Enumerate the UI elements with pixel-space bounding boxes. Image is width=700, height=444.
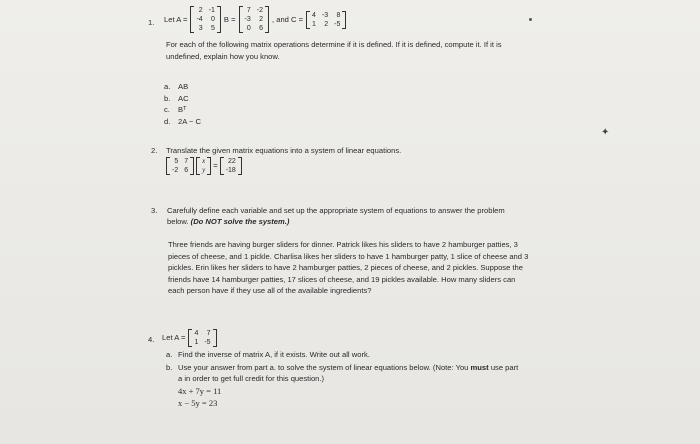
- q1-let-label: Let A =: [164, 14, 188, 24]
- matrix-entry: -5: [204, 339, 211, 346]
- q2-matrix-equation: [166, 157, 242, 175]
- q1-part-letter: b.: [164, 93, 171, 103]
- q4-part-b-letter: b.: [166, 363, 173, 372]
- q3-line2: [167, 217, 289, 227]
- q1-instruction-line1: For each of the following matrix operations determine if it is defined. If it is defined, compute it. If it is: [166, 40, 502, 49]
- q4-equation-2: x − 5y = 23: [178, 398, 218, 408]
- matrix-entry: -4: [196, 16, 203, 23]
- matrix-entry: -3: [244, 16, 251, 23]
- q1-part-item: [164, 117, 201, 129]
- matrix-b: [239, 6, 269, 33]
- q4-let-label: Let A =: [162, 333, 186, 342]
- q4-part-b-line1: [178, 363, 518, 373]
- matrix-entry: 1: [194, 339, 199, 346]
- matrix-entry: x: [202, 157, 206, 165]
- matrix-entry: 5: [174, 158, 179, 165]
- matrix-entry: 2: [198, 7, 203, 14]
- q3-line2-emphasis: (Do NOT solve the system.): [190, 217, 290, 226]
- q1-part-item: [164, 94, 201, 106]
- star-mark: ✦: [601, 127, 610, 138]
- matrix-entry: 6: [184, 167, 189, 174]
- q4-matrix-a: [188, 329, 216, 347]
- q4-matrix-definition: [162, 329, 217, 347]
- matrix-entry: -2: [256, 7, 263, 14]
- q1-part-letter: a.: [164, 82, 171, 91]
- q3-number: 3.: [151, 206, 158, 215]
- variable-vector: [196, 157, 211, 175]
- q1-c-label: , and C =: [272, 14, 304, 24]
- matrix-entry: 2: [324, 20, 329, 28]
- matrix-entry: 22: [228, 158, 236, 165]
- q1-number: 1.: [148, 18, 155, 27]
- q1-part-item: [164, 82, 201, 94]
- q4-part-a-text: Find the inverse of matrix A, if it exists. Write out all work.: [178, 350, 370, 359]
- q3-paragraph-line: friends have 14 hamburger patties, 17 slices of cheese, and 19 pickles available. How many sliders can: [168, 274, 516, 284]
- q1-part-letter: c.: [164, 105, 170, 114]
- q3-paragraph-line: pieces of cheese, and 1 pickle. Charlisa likes her sliders to have 1 hamburger patty, 1 slice of cheese and 3: [168, 251, 529, 261]
- matrix-entry: -2: [172, 167, 179, 174]
- matrix-c: [306, 11, 346, 29]
- q1-instruction-line2: undefined, explain how you know.: [166, 52, 280, 61]
- constant-vector: [220, 157, 242, 175]
- matrix-entry: -3: [321, 11, 329, 19]
- equals-sign: =: [213, 161, 218, 170]
- q4-part-b-line1-pre: Use your answer from part a. to solve the system of linear equations below. (Note: You: [178, 363, 469, 372]
- coefficient-matrix: [166, 157, 194, 175]
- matrix-entry: y: [202, 166, 206, 174]
- q1-part-text: Bᵀ: [178, 105, 187, 114]
- matrix-entry: 4: [312, 11, 316, 19]
- q3-paragraph: [168, 240, 528, 298]
- matrix-entry: -5: [334, 20, 341, 28]
- matrix-entry: 0: [246, 25, 251, 32]
- matrix-entry: 7: [246, 7, 251, 14]
- q2-text: Translate the given matrix equations into a system of linear equations.: [166, 146, 402, 155]
- q4-part-b-line2: a in order to get full credit for this question.): [178, 374, 325, 383]
- q3-paragraph-line: Three friends are having burger sliders for dinner. Patrick likes his sliders to have 2 hamburger patties, 3: [168, 240, 518, 249]
- matrix-entry: -1: [208, 7, 215, 14]
- q1-part-item: [164, 105, 201, 117]
- q4-number: 4.: [148, 335, 155, 344]
- q1-part-text: 2A − C: [178, 116, 202, 126]
- matrix-entry: -18: [225, 167, 236, 174]
- q1-parts-list: [164, 82, 201, 128]
- q4-part-a-letter: a.: [166, 350, 173, 359]
- q4-equation-1: 4x + 7y = 11: [178, 386, 222, 396]
- q1-matrix-definitions: [164, 6, 346, 33]
- matrix-entry: 3: [198, 25, 203, 32]
- q3-line2-prefix: below.: [167, 217, 189, 226]
- matrix-entry: 8: [336, 11, 341, 19]
- q1-part-text: AB: [178, 82, 189, 91]
- q3-paragraph-line: each person have if they use all of the available ingredients?: [168, 286, 372, 295]
- matrix-entry: 1: [312, 20, 316, 28]
- q2-number: 2.: [151, 146, 158, 155]
- matrix-entry: 7: [206, 330, 211, 337]
- q1-part-text: AC: [178, 93, 189, 103]
- matrix-a: [190, 6, 220, 33]
- matrix-entry: 4: [194, 330, 199, 337]
- q4-part-b-line1-post: use part: [490, 363, 519, 372]
- matrix-entry: 6: [259, 25, 263, 32]
- matrix-entry: 7: [184, 158, 189, 165]
- q1-part-letter: d.: [164, 116, 171, 126]
- stray-mark: [529, 18, 532, 21]
- q4-part-b-must: must: [470, 363, 489, 372]
- matrix-entry: 5: [211, 25, 215, 32]
- matrix-entry: 2: [259, 16, 263, 23]
- q1-b-label: B =: [223, 14, 236, 24]
- matrix-entry: 0: [211, 16, 215, 23]
- q3-line1: Carefully define each variable and set up the appropriate system of equations to answer the problem: [167, 206, 505, 215]
- q3-paragraph-line: pickles. Erin likes her sliders to have 2 hamburger patties, 2 pieces of cheese, and 2 pickles. Suppose the: [168, 263, 523, 272]
